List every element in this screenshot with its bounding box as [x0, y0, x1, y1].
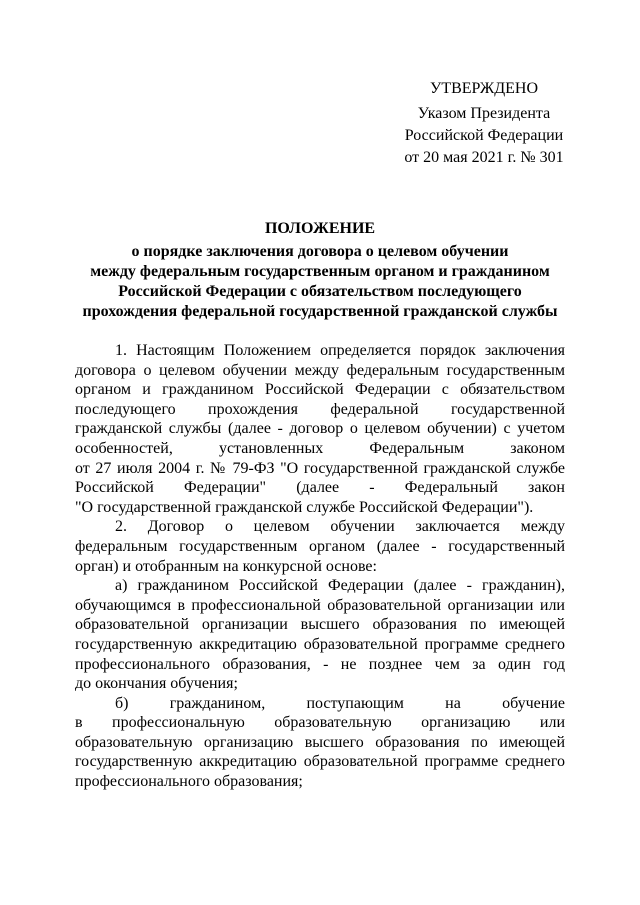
title-subline: прохождения федеральной государственной гражданской службы: [82, 303, 558, 320]
text-line: государственную аккредитацию образовательной программе среднего: [75, 753, 565, 771]
approval-line: Указом Президента: [417, 105, 551, 122]
text-line: профессионального образования, - не позднее чем за один год: [75, 655, 565, 673]
approval-stamp: [394, 78, 574, 169]
title-subline: между федеральным государственным органом и гражданином: [90, 263, 550, 280]
paragraph-2a: [75, 576, 565, 694]
text-line: 2. Договор о целевом обучении заключается между: [115, 518, 565, 536]
text-line: орган) и отобранным на конкурсной основе:: [75, 557, 377, 575]
text-line: образовательную организацию высшего образования по имеющей: [75, 733, 565, 751]
text-line: обучающимся в профессиональной образовательной организации или: [75, 596, 565, 614]
text-line: от 27 июля 2004 г. № 79-ФЗ "О государственной гражданской службе: [75, 459, 565, 477]
text-line: б) гражданином, поступающим на обучение: [115, 694, 565, 712]
paragraph-2b: [75, 694, 565, 792]
text-line: Российской Федерации" (далее - Федеральный закон: [75, 479, 565, 497]
text-line: в профессиональную образовательную организацию или: [75, 714, 565, 732]
text-line: особенностей, установленных Федеральным законом: [75, 439, 565, 457]
approval-line: Российской Федерации: [404, 127, 564, 144]
approval-heading: УТВЕРЖДЕНО: [429, 80, 538, 97]
title-main: ПОЛОЖЕНИЕ: [264, 220, 376, 237]
text-line: а) гражданином Российской Федерации (далее - гражданин),: [115, 577, 565, 595]
text-line: профессионального образования;: [75, 773, 303, 791]
document-body: [75, 341, 565, 792]
text-line: федеральным государственным органом (далее - государственный: [75, 537, 565, 555]
text-line: образовательной организации высшего образования по имеющей: [75, 616, 565, 634]
text-line: до окончания обучения;: [75, 675, 238, 693]
text-line: гражданской службы (далее - договор о целевом обучении) с учетом: [75, 420, 565, 438]
text-line: 1. Настоящим Положением определяется порядок заключения: [115, 342, 565, 359]
title-subline: о порядке заключения договора о целевом обучении: [131, 243, 509, 260]
paragraph-1: [75, 341, 565, 517]
text-line: государственную аккредитацию образовательной программе среднего: [75, 635, 565, 653]
title-subline: Российской Федерации с обязательством последующего: [118, 283, 522, 300]
text-line: органом и гражданином Российской Федерации с обязательством: [75, 381, 565, 399]
paragraph-2: [75, 517, 565, 576]
text-line: договора о целевом обучении между федеральным государственным: [75, 361, 565, 379]
approval-line: от 20 мая 2021 г. № 301: [404, 149, 564, 166]
text-line: "О государственной гражданской службе Российской Федерации").: [75, 498, 534, 516]
text-line: последующего прохождения федеральной государственной: [75, 400, 565, 418]
document-title: [60, 219, 580, 322]
